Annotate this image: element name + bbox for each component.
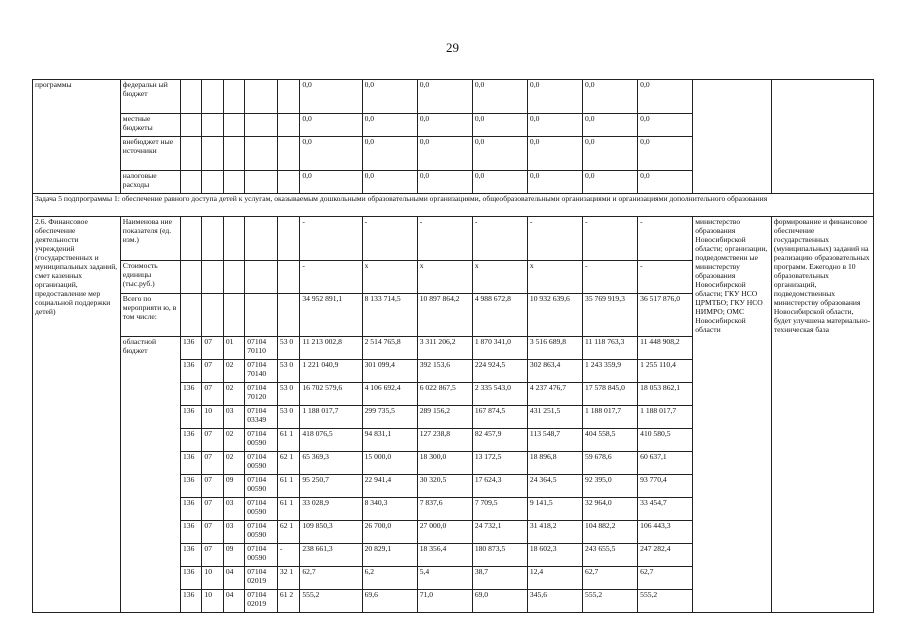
code-cell: 53 0	[277, 337, 299, 360]
value-cell: 11 448 908,2	[638, 337, 693, 360]
value-cell: 167 874,5	[472, 406, 527, 429]
code-cell	[202, 80, 223, 114]
code-cell	[202, 114, 223, 137]
value-cell: 247 282,4	[638, 544, 693, 567]
task-row	[33, 194, 874, 217]
code-cell: 10	[202, 406, 223, 429]
value-cell: 24 732,1	[472, 521, 527, 544]
value-cell: 301 099,4	[362, 360, 417, 383]
value-cell: 15 000,0	[362, 452, 417, 475]
value-cell: 34 952 891,1	[300, 294, 362, 337]
value-cell: 71,0	[417, 590, 472, 613]
value-cell: -	[300, 261, 362, 294]
code-cell: 07104 02019	[245, 567, 278, 590]
value-cell: 33 454,7	[638, 498, 693, 521]
code-cell: 09	[223, 475, 244, 498]
value-cell: 0,0	[583, 137, 638, 171]
value-cell: -	[583, 261, 638, 294]
code-cell: 61 1	[277, 475, 299, 498]
value-cell: 0,0	[638, 114, 693, 137]
value-cell: х	[417, 261, 472, 294]
code-cell	[223, 217, 244, 261]
value-cell: 555,2	[583, 590, 638, 613]
code-cell: 03	[223, 521, 244, 544]
value-cell: 38,7	[472, 567, 527, 590]
value-cell: 0,0	[638, 80, 693, 114]
value-cell: 0,0	[472, 114, 527, 137]
value-cell: 302 863,4	[527, 360, 582, 383]
value-cell: 1 221 040,9	[300, 360, 362, 383]
code-cell: 07104 03349	[245, 406, 278, 429]
code-cell: 07	[202, 544, 223, 567]
value-cell: 7 709,5	[472, 498, 527, 521]
value-cell: 1 870 341,0	[472, 337, 527, 360]
value-cell: 94 831,1	[362, 429, 417, 452]
code-cell	[277, 137, 299, 171]
code-cell	[277, 171, 299, 194]
code-cell: 02	[223, 383, 244, 406]
code-cell: 07	[202, 521, 223, 544]
budget-table	[32, 79, 874, 613]
code-cell: 07	[202, 475, 223, 498]
value-cell: 0,0	[527, 137, 582, 171]
value-cell: х	[472, 261, 527, 294]
value-cell: 1 188 017,7	[638, 406, 693, 429]
code-cell	[223, 294, 244, 337]
code-cell: 136	[180, 337, 201, 360]
task-header-cell: Задача 5 подпрограммы 1: обеспечение равного доступа детей к услугам, оказываемым дошкольными образовательными организациями, общеобразовательными организациями и организациями дополнительного образования	[33, 194, 874, 217]
value-cell: 0,0	[583, 114, 638, 137]
code-cell	[180, 137, 201, 171]
result-cell	[771, 80, 873, 194]
code-cell: 53 0	[277, 406, 299, 429]
value-cell: 10 932 639,6	[527, 294, 582, 337]
code-cell: 04	[223, 567, 244, 590]
unit-cost-label-cell: Стоимость единицы (тыс.руб.)	[120, 261, 180, 294]
value-cell: 410 580,5	[638, 429, 693, 452]
code-cell	[277, 261, 299, 294]
value-cell: 0,0	[300, 80, 362, 114]
value-cell: 0,0	[362, 114, 417, 137]
value-cell: -	[527, 217, 582, 261]
code-cell	[202, 294, 223, 337]
value-cell: 4 237 476,7	[527, 383, 582, 406]
code-cell	[223, 137, 244, 171]
code-cell	[202, 171, 223, 194]
code-cell	[180, 171, 201, 194]
indicator-label-cell: Наименова ние показателя (ед. изм.)	[120, 217, 180, 261]
code-cell: 62 1	[277, 452, 299, 475]
code-cell	[245, 217, 278, 261]
executors-cell	[693, 80, 772, 194]
value-cell: 22 941,4	[362, 475, 417, 498]
code-cell: 02	[223, 429, 244, 452]
value-cell: 0,0	[300, 137, 362, 171]
value-cell: 12,4	[527, 567, 582, 590]
value-cell: 0,0	[300, 114, 362, 137]
value-cell: 6 022 867,5	[417, 383, 472, 406]
value-cell: 62,7	[583, 567, 638, 590]
value-cell: 127 238,8	[417, 429, 472, 452]
source-name-cell: федеральн ый бюджет	[120, 80, 180, 114]
measure-title-cell: 2.6. Финансовое обеспечение деятельности учреждений (государственных и муниципальных заданий, смет казенных организаций, предоставление мер социальной поддержки детей)	[33, 217, 121, 613]
code-cell: 53 0	[277, 360, 299, 383]
value-cell: х	[527, 261, 582, 294]
value-cell: 4 988 672,8	[472, 294, 527, 337]
value-cell: 0,0	[417, 80, 472, 114]
value-cell: 243 655,5	[583, 544, 638, 567]
value-cell: 0,0	[583, 80, 638, 114]
value-cell: 82 457,9	[472, 429, 527, 452]
value-cell: 30 320,5	[417, 475, 472, 498]
value-cell: 35 769 919,3	[583, 294, 638, 337]
value-cell: 4 106 692,4	[362, 383, 417, 406]
value-cell: 13 172,5	[472, 452, 527, 475]
value-cell: 299 735,5	[362, 406, 417, 429]
code-cell: 07	[202, 360, 223, 383]
value-cell: 0,0	[527, 114, 582, 137]
code-cell: 07104 02019	[245, 590, 278, 613]
code-cell: 07	[202, 337, 223, 360]
code-cell	[223, 171, 244, 194]
value-cell: 0,0	[362, 171, 417, 194]
code-cell: 07104 70120	[245, 383, 278, 406]
code-cell	[245, 80, 278, 114]
value-cell: 92 395,0	[583, 475, 638, 498]
page-number: 29	[446, 40, 459, 55]
value-cell: 113 548,7	[527, 429, 582, 452]
value-cell: 0,0	[362, 80, 417, 114]
source-name-cell: налоговые расходы	[120, 171, 180, 194]
code-cell: 136	[180, 475, 201, 498]
value-cell: 31 418,2	[527, 521, 582, 544]
code-cell	[180, 261, 201, 294]
value-cell: 26 700,0	[362, 521, 417, 544]
value-cell: 65 369,3	[300, 452, 362, 475]
source-name-cell: внебюджет ные источники	[120, 137, 180, 171]
code-cell	[223, 114, 244, 137]
value-cell: 0,0	[638, 137, 693, 171]
value-cell: 0,0	[527, 80, 582, 114]
program-label-cell: программы	[33, 80, 121, 194]
code-cell: 10	[202, 590, 223, 613]
value-cell: 11 213 002,8	[300, 337, 362, 360]
code-cell: 136	[180, 590, 201, 613]
value-cell: 11 118 763,3	[583, 337, 638, 360]
value-cell: 62,7	[638, 567, 693, 590]
value-cell: 24 364,5	[527, 475, 582, 498]
value-cell: 60 637,1	[638, 452, 693, 475]
value-cell: 8 340,3	[362, 498, 417, 521]
code-cell: 136	[180, 567, 201, 590]
value-cell: -	[638, 217, 693, 261]
code-cell: 136	[180, 360, 201, 383]
code-cell: 07104 70140	[245, 360, 278, 383]
code-cell	[245, 171, 278, 194]
value-cell: 20 829,1	[362, 544, 417, 567]
value-cell: 95 250,7	[300, 475, 362, 498]
code-cell	[277, 294, 299, 337]
value-cell: 69,6	[362, 590, 417, 613]
code-cell	[202, 217, 223, 261]
value-cell: 1 188 017,7	[583, 406, 638, 429]
value-cell: х	[362, 261, 417, 294]
code-cell	[277, 217, 299, 261]
code-cell	[223, 80, 244, 114]
code-cell: 07104 00590	[245, 521, 278, 544]
value-cell: -	[583, 217, 638, 261]
value-cell: 32 964,0	[583, 498, 638, 521]
value-cell: 555,2	[300, 590, 362, 613]
code-cell: 07	[202, 452, 223, 475]
value-cell: 0,0	[472, 80, 527, 114]
code-cell: 02	[223, 360, 244, 383]
code-cell	[180, 80, 201, 114]
value-cell: 555,2	[638, 590, 693, 613]
code-cell: 136	[180, 498, 201, 521]
value-cell: 109 850,3	[300, 521, 362, 544]
code-cell: 07104 00590	[245, 498, 278, 521]
value-cell: 392 153,6	[417, 360, 472, 383]
value-cell: 224 924,5	[472, 360, 527, 383]
code-cell: 01	[223, 337, 244, 360]
code-cell: 136	[180, 429, 201, 452]
value-cell: 104 882,2	[583, 521, 638, 544]
value-cell: 36 517 876,0	[638, 294, 693, 337]
code-cell: 61 1	[277, 429, 299, 452]
value-cell: 16 702 579,6	[300, 383, 362, 406]
code-cell: 03	[223, 406, 244, 429]
code-cell: 136	[180, 544, 201, 567]
code-cell	[223, 261, 244, 294]
value-cell: 418 076,5	[300, 429, 362, 452]
value-cell: 10 897 864,2	[417, 294, 472, 337]
value-cell: 0,0	[638, 171, 693, 194]
value-cell: 27 000,0	[417, 521, 472, 544]
value-cell: -	[472, 217, 527, 261]
code-cell: 07104 00590	[245, 452, 278, 475]
code-cell: 136	[180, 383, 201, 406]
code-cell: 136	[180, 521, 201, 544]
code-cell: 07	[202, 383, 223, 406]
code-cell	[180, 217, 201, 261]
code-cell	[180, 294, 201, 337]
value-cell: 345,6	[527, 590, 582, 613]
value-cell: 8 133 714,5	[362, 294, 417, 337]
code-cell: -	[277, 544, 299, 567]
value-cell: 404 558,5	[583, 429, 638, 452]
code-cell	[277, 114, 299, 137]
code-cell	[245, 294, 278, 337]
code-cell	[180, 114, 201, 137]
code-cell	[202, 261, 223, 294]
code-cell: 07	[202, 429, 223, 452]
value-cell: 0,0	[362, 137, 417, 171]
value-cell: 9 141,5	[527, 498, 582, 521]
value-cell: 3 311 206,2	[417, 337, 472, 360]
code-cell: 53 0	[277, 383, 299, 406]
code-cell: 62 1	[277, 521, 299, 544]
code-cell: 07104 00590	[245, 475, 278, 498]
code-cell: 04	[223, 590, 244, 613]
total-label-cell: Всего по мероприяти ю, в том числе:	[120, 294, 180, 337]
budget-label-cell: областной бюджет	[120, 337, 180, 613]
value-cell: 0,0	[417, 171, 472, 194]
value-cell: 1 255 110,4	[638, 360, 693, 383]
code-cell	[277, 80, 299, 114]
indicator-row	[33, 217, 874, 261]
value-cell: 7 837,6	[417, 498, 472, 521]
value-cell: 18 300,0	[417, 452, 472, 475]
code-cell	[245, 261, 278, 294]
value-cell: 0,0	[583, 171, 638, 194]
value-cell: 5,4	[417, 567, 472, 590]
value-cell: -	[300, 217, 362, 261]
result-cell: формирование и финансовое обеспечение государственных (муниципальных) заданий на реализацию образовательных программ. Ежегодно в 10 образовательных организаций, подведомственных министерству образования Новосибирской области, будет улучшена материально-техническая база	[771, 217, 873, 613]
code-cell: 61 2	[277, 590, 299, 613]
code-cell: 07104 70110	[245, 337, 278, 360]
value-cell: 33 028,9	[300, 498, 362, 521]
value-cell: 18 602,3	[527, 544, 582, 567]
source-name-cell: местные бюджеты	[120, 114, 180, 137]
value-cell: 0,0	[472, 171, 527, 194]
value-cell: 0,0	[472, 137, 527, 171]
value-cell: 0,0	[300, 171, 362, 194]
code-cell	[245, 137, 278, 171]
value-cell: 1 188 017,7	[300, 406, 362, 429]
value-cell: 17 578 845,0	[583, 383, 638, 406]
code-cell: 03	[223, 498, 244, 521]
value-cell: -	[362, 217, 417, 261]
code-cell: 02	[223, 452, 244, 475]
value-cell: 106 443,3	[638, 521, 693, 544]
value-cell: 18 356,4	[417, 544, 472, 567]
value-cell: 59 678,6	[583, 452, 638, 475]
code-cell: 10	[202, 567, 223, 590]
value-cell: 1 243 359,9	[583, 360, 638, 383]
code-cell: 136	[180, 452, 201, 475]
value-cell: 62,7	[300, 567, 362, 590]
value-cell: 2 514 765,8	[362, 337, 417, 360]
value-cell: 238 661,3	[300, 544, 362, 567]
value-cell: -	[638, 261, 693, 294]
value-cell: 180 873,5	[472, 544, 527, 567]
code-cell: 32 1	[277, 567, 299, 590]
value-cell: 2 335 543,0	[472, 383, 527, 406]
code-cell: 09	[223, 544, 244, 567]
code-cell: 07104 00590	[245, 544, 278, 567]
value-cell: 0,0	[417, 114, 472, 137]
value-cell: 18 053 862,1	[638, 383, 693, 406]
code-cell: 07104 00590	[245, 429, 278, 452]
value-cell: 17 624,3	[472, 475, 527, 498]
value-cell: 3 516 689,8	[527, 337, 582, 360]
value-cell: 0,0	[527, 171, 582, 194]
value-cell: 93 770,4	[638, 475, 693, 498]
value-cell: 289 156,2	[417, 406, 472, 429]
value-cell: 431 251,5	[527, 406, 582, 429]
code-cell: 136	[180, 406, 201, 429]
executors-cell: министерство образования Новосибирской области; организации, подведомственн ые министерству образования Новосибирской области; ГКУ НСО ЦРМТБО; ГКУ НСО НИМРО; ОМС Новосибирской области	[693, 217, 772, 613]
code-cell: 07	[202, 498, 223, 521]
value-cell: -	[417, 217, 472, 261]
value-cell: 0,0	[417, 137, 472, 171]
code-cell: 61 1	[277, 498, 299, 521]
value-cell: 69,0	[472, 590, 527, 613]
code-cell	[245, 114, 278, 137]
value-cell: 18 896,8	[527, 452, 582, 475]
source-row	[33, 80, 874, 114]
code-cell	[202, 137, 223, 171]
value-cell: 6,2	[362, 567, 417, 590]
